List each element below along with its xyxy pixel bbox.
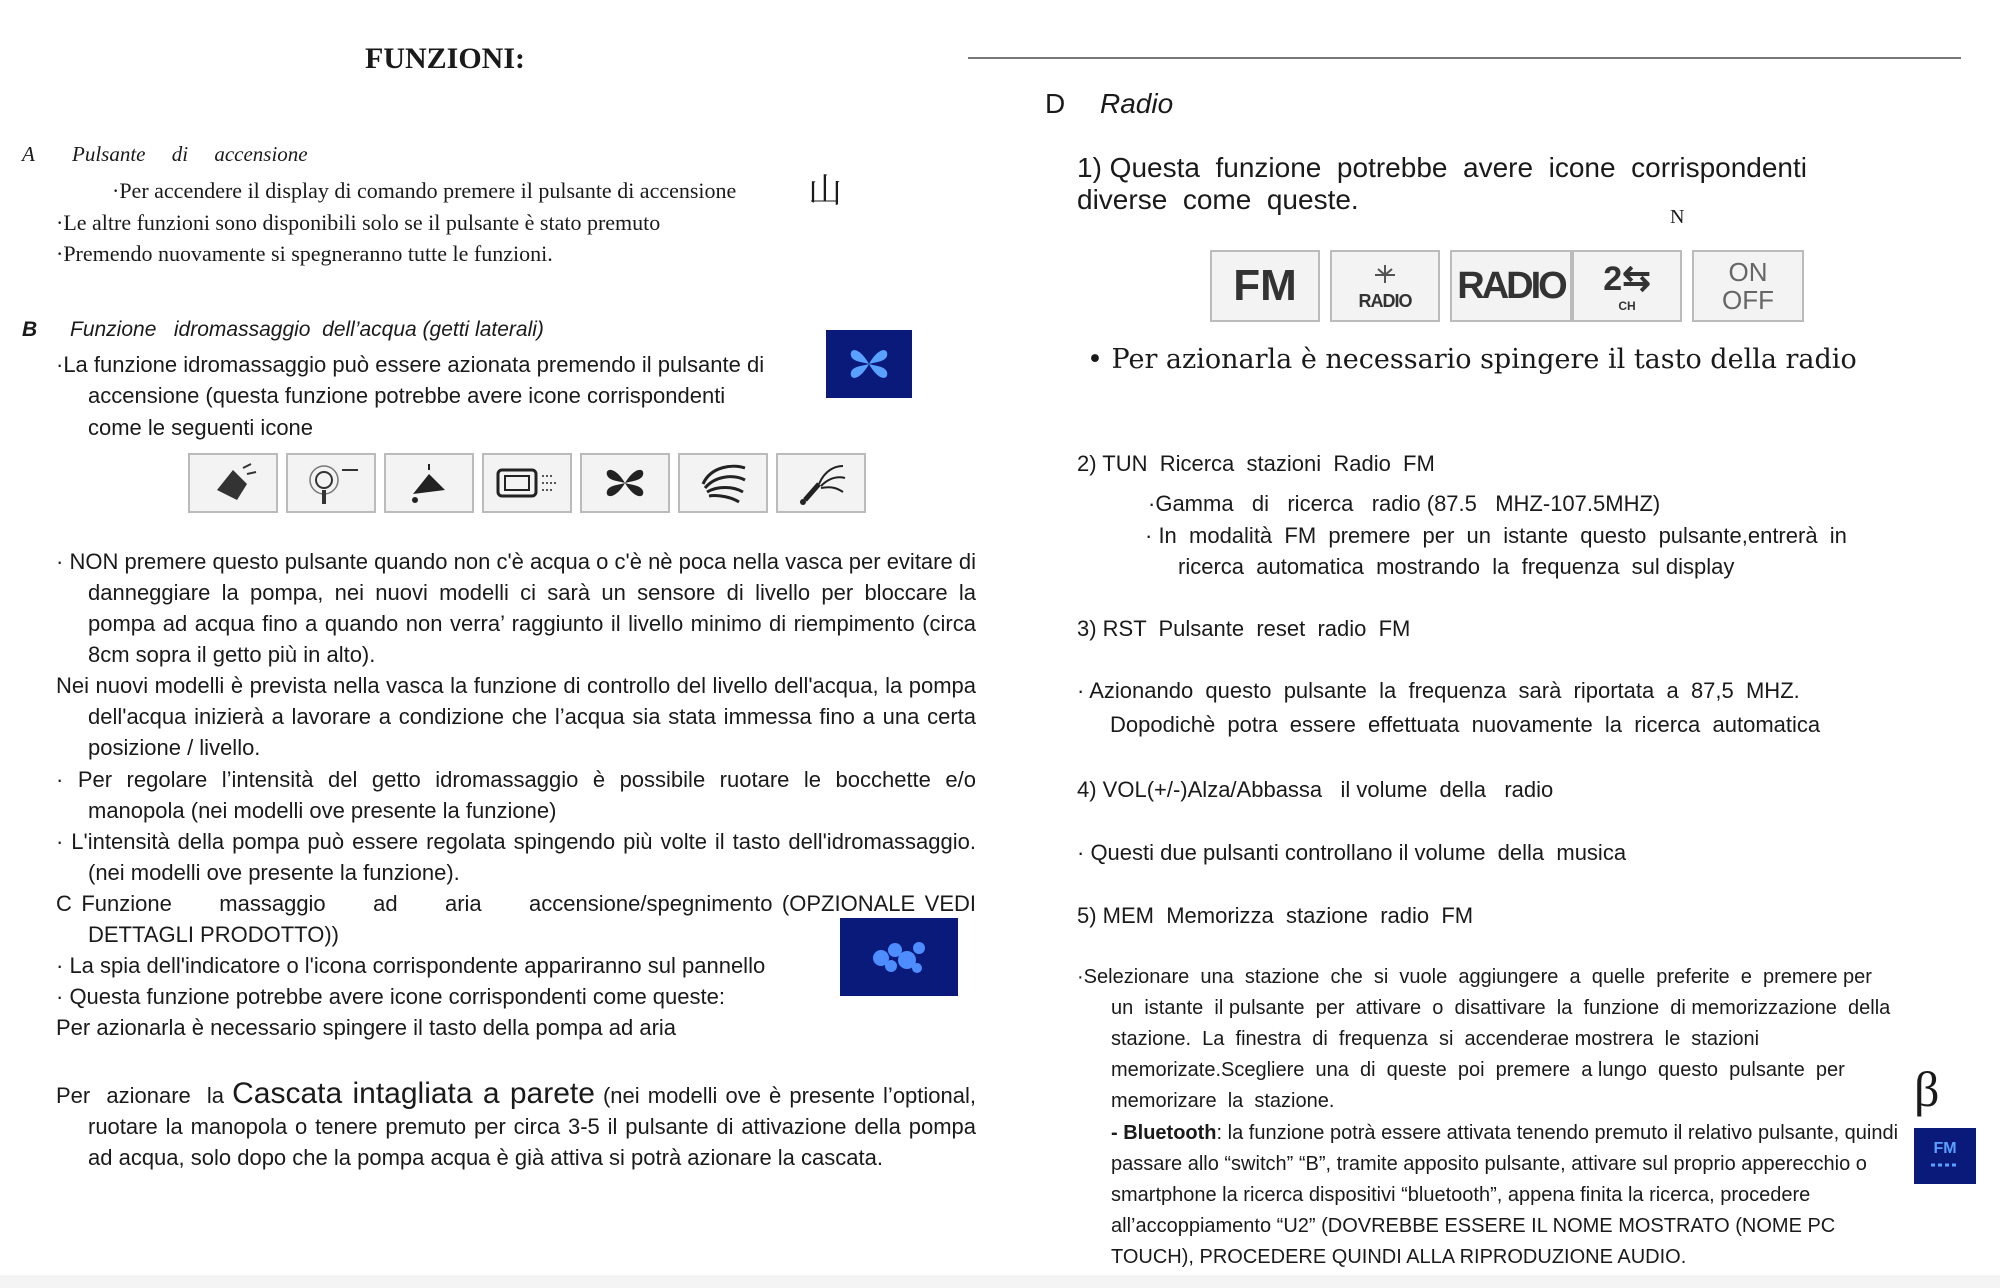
hydromassage-button-icon bbox=[826, 330, 912, 398]
radio-item-2: 2) TUN Ricerca stazioni Radio FM bbox=[1077, 451, 1435, 476]
channel-icon-label: 2⇆ bbox=[1603, 260, 1651, 298]
section-b-p1-line1: ·La funzione idromassaggio può essere azionata premendo il pulsante di bbox=[56, 352, 765, 377]
top-divider bbox=[968, 57, 1961, 59]
bubbles-icon bbox=[859, 932, 939, 982]
section-b-p1-line2: accensione (questa funzione potrebbe avere icone corrispondenti bbox=[88, 383, 726, 408]
fm-badge-label: FM bbox=[1933, 1140, 1957, 1157]
section-c-line1: · La spia dell'indicatore o l'icona corrispondente appariranno sul pannello bbox=[56, 953, 766, 978]
radio-item-5-paragraph: ·Selezionare una stazione che si vuole aggiungere a quelle preferite e premere per un istante il pulsante per attivare o disattivare la funzione di memorizzazione della stazione. La finestra di frequenza si accenderae mostrera le stazioni memorizate.Scegliere una di queste poi premere a lungo questo pulsante per memorizare la stazione. bbox=[1077, 966, 1902, 1112]
radio-item-3: 3) RST Pulsante reset radio FM bbox=[1077, 616, 1411, 641]
nozzle-jet-icon bbox=[384, 453, 474, 513]
section-a-line3: ·Premendo nuovamente si spegneranno tutte le funzioni. bbox=[56, 241, 553, 266]
section-a-line1: ·Per accendere il display di comando premere il pulsante di accensione bbox=[112, 178, 737, 203]
radio-text-icon bbox=[1450, 250, 1572, 322]
on-off-icon bbox=[1692, 250, 1804, 322]
air-massage-button-icon bbox=[840, 918, 958, 996]
fan-jet-icon bbox=[580, 453, 670, 513]
bluetooth-wave-icon bbox=[1927, 1158, 1963, 1172]
fm-radio-icon bbox=[1210, 250, 1320, 322]
radio-item-2-line3: ricerca automatica mostrando la frequenza sul display bbox=[1178, 554, 1735, 579]
section-b-p3: Nei nuovi modelli è prevista nella vasca la funzione di controllo del livello dell'acqua, la pompa dell'acqua inizierà a lavorare a condizione che l’acqua sia stata immessa fino a una certa posizione / livello. bbox=[56, 673, 976, 760]
cascata-paragraph bbox=[56, 1078, 976, 1173]
radio-item-1: 1) Questa funzione potrebbe avere icone corrispondenti diverse come queste. bbox=[1077, 152, 1815, 215]
bluetooth-paragraph bbox=[1111, 1118, 1911, 1273]
spray-jet-icon bbox=[678, 453, 768, 513]
shower-jet-icon bbox=[286, 453, 376, 513]
radio-antenna-icon-sub: RADIO bbox=[1358, 290, 1412, 311]
section-c-line2: · Questa funzione potrebbe avere icone corrispondenti come queste: bbox=[56, 984, 725, 1009]
fm-bluetooth-badge bbox=[1914, 1128, 1976, 1184]
on-off-icon-sub: OFF bbox=[1722, 285, 1774, 315]
bluetooth-label: - Bluetooth bbox=[1111, 1122, 1217, 1144]
radio-activate-text: • Per azionarla è necessario spingere il tasto della radio bbox=[1087, 344, 1857, 375]
section-b-p4: · Per regolare l’intensità del getto idromassaggio è possibile ruotare le bocchette e/o manopola (nei modelli ove presente la funzione) bbox=[56, 767, 976, 823]
channel-icon bbox=[1572, 250, 1682, 322]
radio-item-3-line2: Dopodichè potra essere effettuata nuovamente la ricerca automatica bbox=[1110, 712, 1821, 737]
radio-item-2-line2: · In modalità FM premere per un istante questo pulsante,entrerà in bbox=[1145, 523, 1847, 548]
page-title: FUNZIONI: bbox=[365, 42, 526, 75]
bluetooth-text: : la funzione potrà essere attivata tenendo premuto il relativo pulsante, quindi passare allo “switch” “B”, tramite apposito pulsante, attivare sul proprio apperecchio o smartphone la ricerca dispositivi “bluetooth”, appena finita la ricerca, procedere all’accoppiamento “U2” (DOVREBBE ESSERE IL NOME MOSTRATO (NOME PC TOUCH), PROCEDERE QUINDI ALLA RIPRODUZIONE AUDIO. bbox=[1111, 1122, 1899, 1268]
power-icon: 山 bbox=[808, 173, 842, 210]
section-a-letter: A bbox=[22, 142, 35, 166]
section-b-p2: · NON premere questo pulsante quando non c'è acqua o c'è nè poca nella vasca per evitare di danneggiare la pompa, nei nuovi modelli ci sarà un sensore di livello per bloccare la pompa ad acqua fino a quando non verra’ raggiunto il livello minimo di riempimento (circa 8cm sopra il getto più in alto). bbox=[56, 549, 976, 667]
radio-item-5: 5) MEM Memorizza stazione radio FM bbox=[1077, 903, 1474, 928]
cascata-title: Cascata intagliata a parete bbox=[232, 1077, 595, 1110]
beta-mark: β bbox=[1914, 1061, 1940, 1117]
fountain-jet-icon bbox=[776, 453, 866, 513]
fan-icon bbox=[841, 340, 897, 388]
section-b-p1-line3: come le seguenti icone bbox=[88, 415, 314, 440]
section-b-heading: Funzione idromassaggio dell’acqua (getti laterali) bbox=[70, 318, 544, 341]
section-b-p5: · L'intensità della pompa può essere regolata spingendo più volte il tasto dell'idromassaggio.(nei modelli ove presente la funzione). bbox=[56, 829, 976, 885]
on-off-icon-label: ON bbox=[1728, 257, 1768, 287]
section-d-letter: D bbox=[1045, 88, 1066, 119]
n-mark: N bbox=[1670, 206, 1685, 228]
section-c-line3: Per azionarla è necessario spingere il tasto della pompa ad aria bbox=[56, 1015, 677, 1040]
section-d-heading: Radio bbox=[1100, 88, 1174, 119]
radio-item-4: 4) VOL(+/-)Alza/Abbassa il volume della radio bbox=[1077, 777, 1554, 802]
display-jet-icon bbox=[482, 453, 572, 513]
section-a-heading: Pulsante di accensione bbox=[72, 142, 308, 166]
radio-item-4-line1: · Questi due pulsanti controllano il volume della musica bbox=[1077, 840, 1627, 865]
channel-icon-sub: CH bbox=[1618, 299, 1636, 313]
hand-jet-icon bbox=[188, 453, 278, 513]
cascata-post: (nei modelli ove è presente l’optional, ruotare la manopola o tenere premuto per circa 3-5 il pulsante di attivazione della pompa ad acqua, solo dopo che la pompa acqua è già attiva si potrà azionare la cascata. bbox=[88, 1083, 976, 1170]
radio-antenna-icon bbox=[1330, 250, 1440, 322]
section-c-heading: C Funzione massaggio ad aria accensione/spegnimento (OPZIONALE VEDI DETTAGLI PRODOTTO)) bbox=[56, 891, 983, 947]
section-b-letter: B bbox=[22, 318, 38, 341]
radio-item-3-line1: · Azionando questo pulsante la frequenza sarà riportata a 87,5 MHZ. bbox=[1077, 678, 1800, 703]
radio-text-icon-label: RADIO bbox=[1457, 264, 1565, 307]
section-a-line2: ·Le altre funzioni sono disponibili solo se il pulsante è stato premuto bbox=[56, 210, 661, 235]
fm-radio-icon-label: FM bbox=[1233, 261, 1297, 310]
cascata-pre: Per azionare la bbox=[56, 1083, 233, 1108]
radio-item-2-line1: ·Gamma di ricerca radio (87.5 MHZ-107.5MHZ) bbox=[1148, 491, 1661, 516]
page-bottom-edge bbox=[0, 1275, 2000, 1288]
